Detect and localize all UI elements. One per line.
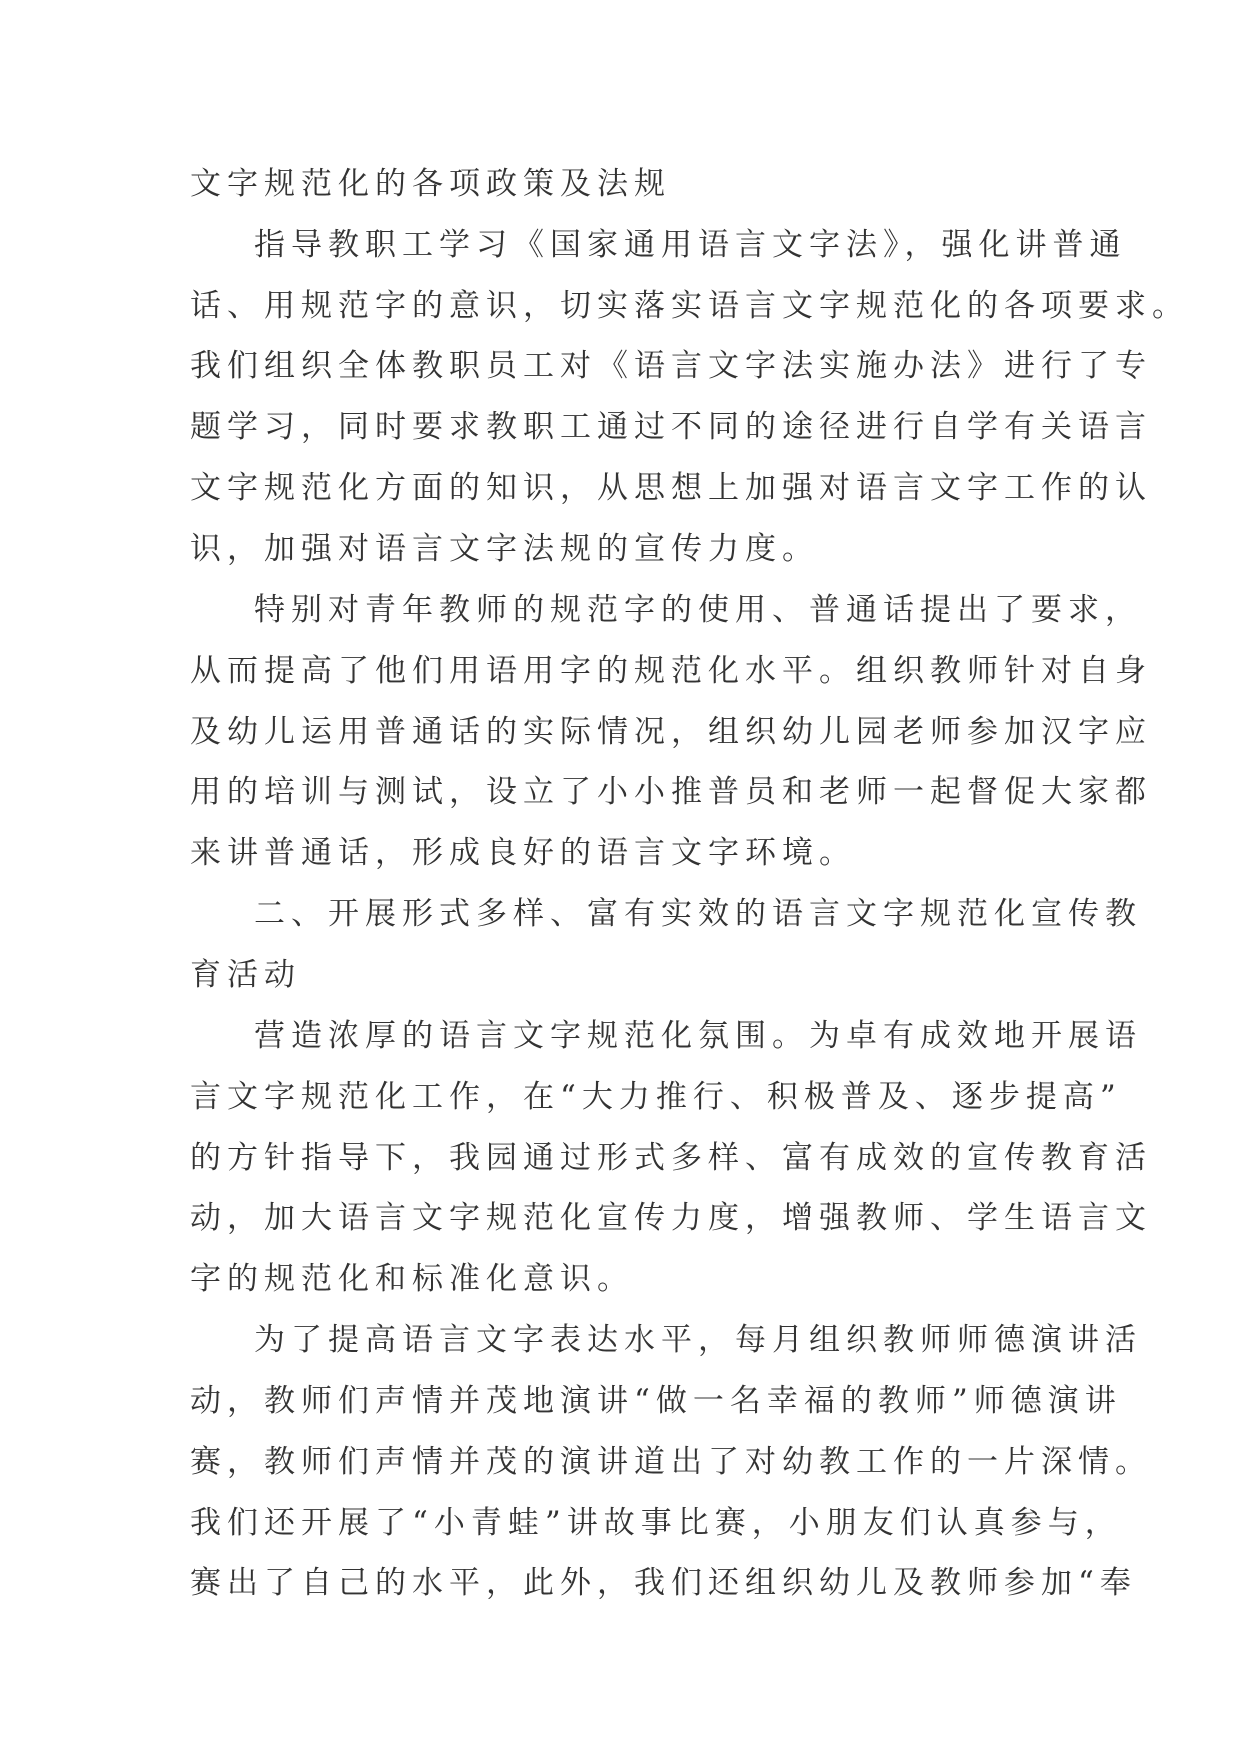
paragraph-first-line: 指导教职工学习《国家通用语言文字法》，强化讲普通	[254, 227, 1127, 263]
text-line: 从而提高了他们用语用字的规范化水平。组织教师针对自身	[190, 653, 1152, 689]
section-heading-line: 二、开展形式多样、富有实效的语言文字规范化宣传教	[254, 896, 1142, 932]
text-line: 识，加强对语言文字法规的宣传力度。	[190, 531, 819, 567]
paragraph-first-line: 营造浓厚的语言文字规范化氛围。为卓有成效地开展语	[254, 1018, 1142, 1054]
text-line: 文字规范化方面的知识，从思想上加强对语言文字工作的认	[190, 470, 1152, 506]
paragraph-first-line: 为了提高语言文字表达水平，每月组织教师师德演讲活	[254, 1322, 1142, 1358]
text-line: 言文字规范化工作，在“大力推行、积极普及、逐步提高”	[190, 1079, 1122, 1115]
paragraph-first-line: 特别对青年教师的规范字的使用、普通话提出了要求，	[254, 592, 1142, 628]
text-line: 动，教师们声情并茂地演讲“做一名幸福的教师”师德演讲	[190, 1383, 1122, 1419]
text-line: 赛，教师们声情并茂的演讲道出了对幼教工作的一片深情。	[190, 1444, 1152, 1480]
text-line: 及幼儿运用普通话的实际情况，组织幼儿园老师参加汉字应	[190, 714, 1152, 750]
text-line: 用的培训与测试，设立了小小推普员和老师一起督促大家都	[190, 774, 1152, 810]
text-line: 来讲普通话，形成良好的语言文字环境。	[190, 835, 856, 871]
text-line: 我们组织全体教职员工对《语言文字法实施办法》进行了专	[190, 348, 1152, 384]
text-line: 题学习，同时要求教职工通过不同的途径进行自学有关语言	[190, 409, 1152, 445]
text-line: 我们还开展了“小青蛙”讲故事比赛，小朋友们认真参与，	[190, 1505, 1122, 1541]
text-line: 字的规范化和标准化意识。	[190, 1261, 634, 1297]
section-heading-line: 育活动	[190, 957, 301, 993]
text-line: 的方针指导下，我园通过形式多样、富有成效的宣传教育活	[190, 1140, 1152, 1176]
text-line: 话、用规范字的意识，切实落实语言文字规范化的各项要求。	[190, 288, 1189, 324]
text-line: 赛出了自己的水平，此外，我们还组织幼儿及教师参加“奉	[190, 1565, 1137, 1601]
text-line: 动，加大语言文字规范化宣传力度，增强教师、学生语言文	[190, 1200, 1152, 1236]
text-line: 文字规范化的各项政策及法规	[190, 166, 671, 202]
